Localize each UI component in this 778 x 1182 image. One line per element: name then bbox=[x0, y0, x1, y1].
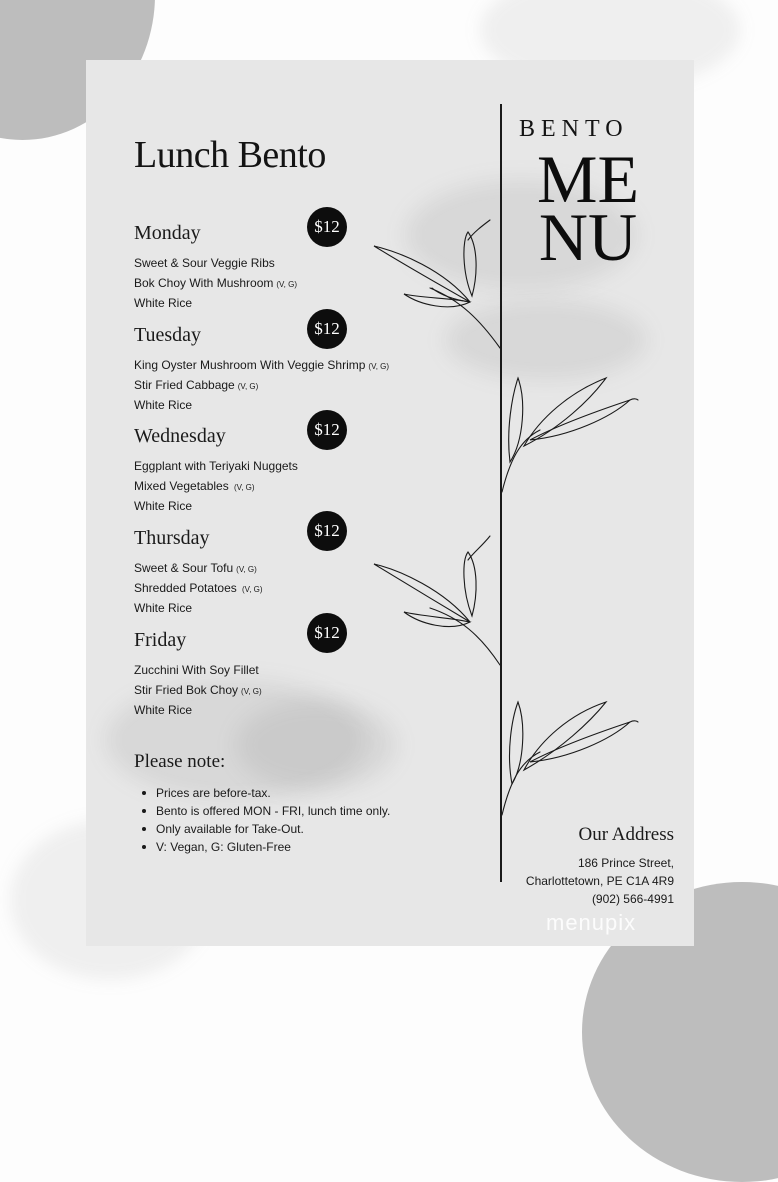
menu-items-tuesday bbox=[134, 356, 389, 416]
notes-list bbox=[138, 784, 390, 856]
menu-items-wednesday bbox=[134, 457, 301, 517]
item-name: Stir Fried Cabbage bbox=[134, 378, 235, 392]
item-name: White Rice bbox=[134, 601, 193, 615]
price-badge-friday: $12 bbox=[307, 613, 347, 653]
day-friday: Friday bbox=[134, 629, 187, 651]
item-name: Stir Fried Bok Choy bbox=[134, 683, 239, 697]
brand-bento-label: BENTO bbox=[519, 116, 629, 142]
diet-tag: (V, G) bbox=[236, 565, 257, 574]
diet-tag: (V, G) bbox=[239, 585, 263, 594]
list-item bbox=[134, 376, 389, 396]
list-item bbox=[134, 681, 262, 701]
item-name: White Rice bbox=[134, 296, 193, 310]
list-item bbox=[134, 477, 301, 497]
day-thursday: Thursday bbox=[134, 527, 210, 549]
price-badge-thursday: $12 bbox=[307, 511, 347, 551]
vertical-divider bbox=[500, 104, 502, 882]
brand-menu-heading bbox=[533, 141, 643, 275]
list-item bbox=[134, 254, 297, 274]
item-name: White Rice bbox=[134, 703, 193, 717]
list-item bbox=[134, 701, 262, 721]
item-name: King Oyster Mushroom With Veggie Shrimp bbox=[134, 358, 366, 372]
address-phone: (902) 566-4991 bbox=[591, 892, 674, 906]
list-item bbox=[134, 274, 297, 294]
list-item bbox=[134, 294, 297, 314]
diet-tag: (V, G) bbox=[276, 280, 297, 289]
menu-items-monday bbox=[134, 254, 297, 314]
menu-items-thursday bbox=[134, 559, 263, 619]
list-item bbox=[134, 396, 389, 416]
item-name: Eggplant with Teriyaki Nuggets bbox=[134, 459, 298, 473]
diet-tag: (V, G) bbox=[231, 483, 255, 492]
list-item bbox=[134, 497, 301, 517]
note-item: Bento is offered MON - FRI, lunch time only. bbox=[138, 802, 390, 820]
note-item: Prices are before-tax. bbox=[138, 784, 390, 802]
note-item: V: Vegan, G: Gluten-Free bbox=[138, 838, 390, 856]
address-street: 186 Prince Street, bbox=[577, 856, 674, 870]
note-item: Only available for Take-Out. bbox=[138, 820, 390, 838]
item-name: Zucchini With Soy Fillet bbox=[134, 663, 259, 677]
address-title: Our Address bbox=[578, 824, 674, 845]
menu-heading-line: NU bbox=[538, 199, 638, 275]
list-item bbox=[134, 559, 263, 579]
address-block bbox=[526, 854, 674, 908]
leaf-shadow bbox=[446, 300, 646, 380]
day-tuesday: Tuesday bbox=[134, 324, 202, 346]
price-badge-tuesday: $12 bbox=[307, 309, 347, 349]
watermark-logo: menupix bbox=[546, 910, 637, 935]
item-name: White Rice bbox=[134, 499, 193, 513]
menu-heading-line: ME bbox=[537, 141, 639, 217]
diet-tag: (V, G) bbox=[368, 362, 390, 371]
item-name: White Rice bbox=[134, 398, 193, 412]
list-item bbox=[134, 599, 263, 619]
menu-items-friday bbox=[134, 661, 262, 721]
item-name: Shredded Potatoes bbox=[134, 581, 237, 595]
diet-tag: (V, G) bbox=[241, 687, 262, 696]
item-name: Mixed Vegetables bbox=[134, 479, 229, 493]
item-name: Bok Choy With Mushroom bbox=[134, 276, 274, 290]
price-badge-wednesday: $12 bbox=[307, 410, 347, 450]
list-item bbox=[134, 661, 262, 681]
day-wednesday: Wednesday bbox=[134, 425, 226, 447]
notes-title: Please note: bbox=[134, 751, 226, 772]
item-name: Sweet & Sour Tofu bbox=[134, 561, 234, 575]
price-badge-monday: $12 bbox=[307, 207, 347, 247]
list-item bbox=[134, 579, 263, 599]
item-name: Sweet & Sour Veggie Ribs bbox=[134, 256, 275, 270]
address-city: Charlottetown, PE C1A 4R9 bbox=[525, 874, 674, 888]
page-title: Lunch Bento bbox=[134, 134, 326, 176]
day-monday: Monday bbox=[134, 222, 201, 244]
list-item bbox=[134, 356, 389, 376]
diet-tag: (V, G) bbox=[237, 382, 259, 391]
list-item bbox=[134, 457, 301, 477]
